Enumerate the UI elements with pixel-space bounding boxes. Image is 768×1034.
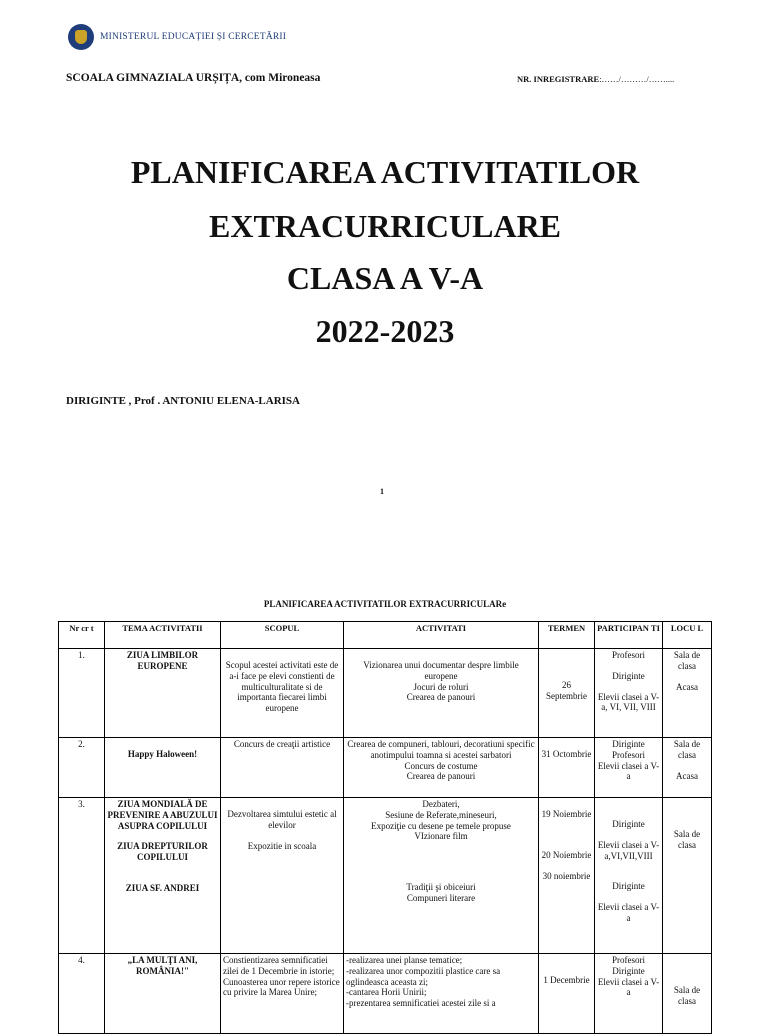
row-scop: Dezvoltarea simtului estetic al elevilor Expozitie in scoala bbox=[221, 798, 344, 954]
diriginte-line: DIRIGINTE , Prof . ANTONIU ELENA-LARISA bbox=[66, 395, 300, 407]
table-title: PLANIFICAREA ACTIVITATILOR EXTRACURRICULARe bbox=[263, 599, 507, 609]
row-tema: ZIUA MONDIALĂ DE PREVENIRE A ABUZULUI ASUPRA COPILULUI ZIUA DREPTURILOR COPILULUI ZIUA SF. ANDREI bbox=[105, 798, 221, 954]
row-tema: ZIUA LIMBILOR EUROPENE bbox=[105, 649, 221, 738]
row-nr: 1. bbox=[59, 649, 105, 738]
school-name: SCOALA GIMNAZIALA URȘIȚA, com Mironeasa bbox=[66, 72, 321, 84]
row-activitati: Vizionarea unui documentar despre limbile europene Jocuri de roluri Crearea de panouri bbox=[344, 649, 539, 738]
ministry-name: MINISTERUL EDUCAȚIEI ȘI CERCETĂRII bbox=[100, 32, 287, 42]
row-locul: Sala de clasa Acasa bbox=[663, 738, 712, 798]
row-termen: 19 Noiembrie 20 Noiembrie 30 noiembrie bbox=[539, 798, 595, 954]
title-line-3: CLASA A V-A bbox=[286, 260, 484, 296]
header-scopul: SCOPUL bbox=[221, 622, 344, 649]
activities-table bbox=[58, 621, 712, 1034]
table-row bbox=[59, 798, 712, 954]
ministry-logo bbox=[68, 24, 286, 50]
row-activitati: -realizarea unei planse tematice; -realizarea unor compozitii plastice care sa oglindeasca aceasta zi; -cantarea Horii Unirii; -prezentarea semnificatiei acestei zile si a bbox=[344, 954, 539, 1034]
row-locul: Sala de clasa Acasa bbox=[663, 649, 712, 738]
row-activitati: Dezbateri, Sesiune de Referate,mineseuri, Expoziţie cu desene pe temele propuse VIzionare film Tradiţii şi obiceiuri Compuneri literare bbox=[344, 798, 539, 954]
row-tema: „LA MULŢI ANI, ROMÂNIA!" bbox=[105, 954, 221, 1034]
row-locul: Sala de clasa bbox=[663, 798, 712, 954]
row-participanti: Diriginte Profesori Elevii clasei a V-a bbox=[595, 738, 663, 798]
row-scop: Scopul acestei activitati este de a-i face pe elevi constienti de multiculturalitate si de importanta fiecarei limbi europene bbox=[221, 649, 344, 738]
row-termen: 1 Decembrie bbox=[539, 954, 595, 1034]
header-activitati: ACTIVITATI bbox=[344, 622, 539, 649]
row-nr: 4. bbox=[59, 954, 105, 1034]
coat-of-arms-icon bbox=[68, 24, 94, 50]
title-line-2: EXTRACURRICULARE bbox=[208, 208, 562, 244]
row-activitati: Crearea de compuneri, tablouri, decoratiuni specific anotimpului toamna si acestei sarbatori Concurs de costume Crearea de panouri bbox=[344, 738, 539, 798]
row-scop: Concurs de creaţii artistice bbox=[221, 738, 344, 798]
header-locul: LOCU L bbox=[663, 622, 712, 649]
row-participanti: Profesori Diriginte Elevii clasei a V-a bbox=[595, 954, 663, 1034]
header-tema: TEMA ACTIVITATII bbox=[105, 622, 221, 649]
header-termen: TERMEN bbox=[539, 622, 595, 649]
row-termen: 26 Septembrie bbox=[539, 649, 595, 738]
row-scop: Constientizarea semnificatiei zilei de 1 Decembrie in istorie; Cunoasterea unor repere istorice cu privire la Marea Unire; bbox=[221, 954, 344, 1034]
header-nr: Nr cr t bbox=[59, 622, 105, 649]
row-participanti: Diriginte Elevii clasei a V-a,VI,VII,VIII Diriginte Elevii clasei a V-a bbox=[595, 798, 663, 954]
row-termen: 31 Octombrie bbox=[539, 738, 595, 798]
table-row bbox=[59, 954, 712, 1034]
table-header-row bbox=[59, 622, 712, 649]
registration-number: NR. INREGISTRARE:……/………/…….... bbox=[517, 74, 675, 84]
table-row bbox=[59, 649, 712, 738]
table-row bbox=[59, 738, 712, 798]
page-number: 1 bbox=[380, 487, 384, 496]
header-participanti: PARTICIPAN TI bbox=[595, 622, 663, 649]
title-line-4: 2022-2023 bbox=[315, 313, 455, 349]
row-tema: Happy Haloween! bbox=[105, 738, 221, 798]
row-nr: 2. bbox=[59, 738, 105, 798]
title-line-1: PLANIFICAREA ACTIVITATILOR bbox=[130, 154, 640, 190]
row-nr: 3. bbox=[59, 798, 105, 954]
row-locul: Sala de clasa bbox=[663, 954, 712, 1034]
row-participanti: Profesori Diriginte Elevii clasei a V-a, VI, VII, VIII bbox=[595, 649, 663, 738]
